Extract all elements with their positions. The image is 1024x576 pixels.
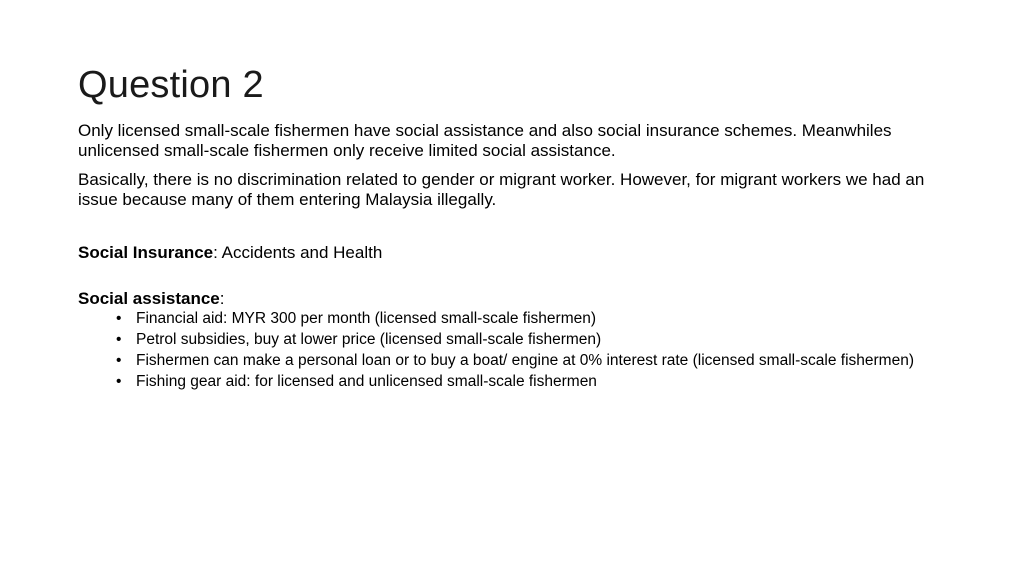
list-item-text: Petrol subsidies, buy at lower price (licensed small-scale fishermen) — [136, 331, 602, 348]
social-assistance-label: Social assistance — [78, 288, 220, 308]
list-item — [116, 352, 948, 370]
bullet-icon: • — [116, 352, 122, 369]
list-item-text: Fishermen can make a personal loan or to buy a boat/ engine at 0% interest rate (licensed small-scale fishermen) — [136, 352, 914, 369]
social-assistance-list — [78, 310, 948, 391]
list-item-text: Fishing gear aid: for licensed and unlicensed small-scale fishermen — [136, 373, 597, 390]
list-item — [116, 373, 948, 391]
paragraph-discrimination: Basically, there is no discrimination related to gender or migrant worker. However, for migrant workers we had an issue because many of them entering Malaysia illegally. — [78, 170, 925, 209]
spacer — [78, 263, 948, 289]
spacer — [78, 219, 948, 243]
social-insurance-separator: : — [213, 243, 218, 262]
social-assistance-separator: : — [219, 288, 225, 308]
social-insurance-label: Social Insurance — [78, 243, 214, 262]
list-item — [116, 331, 948, 349]
bullet-icon: • — [116, 331, 122, 348]
slide-body — [78, 121, 948, 394]
social-assistance-line — [78, 289, 948, 309]
social-insurance-line — [78, 243, 948, 263]
bullet-icon: • — [116, 373, 122, 390]
list-item — [116, 310, 948, 328]
slide-title: Question 2 — [78, 64, 264, 106]
list-item-text: Financial aid: MYR 300 per month (licensed small-scale fishermen) — [136, 310, 597, 327]
social-insurance-text: Accidents and Health — [217, 243, 383, 262]
paragraph-licensed-fishermen: Only licensed small-scale fishermen have social assistance and also social insurance schemes. Meanwhiles unlicensed small-scale fishermen only receive limited social assistance. — [78, 121, 892, 160]
bullet-icon: • — [116, 310, 122, 327]
